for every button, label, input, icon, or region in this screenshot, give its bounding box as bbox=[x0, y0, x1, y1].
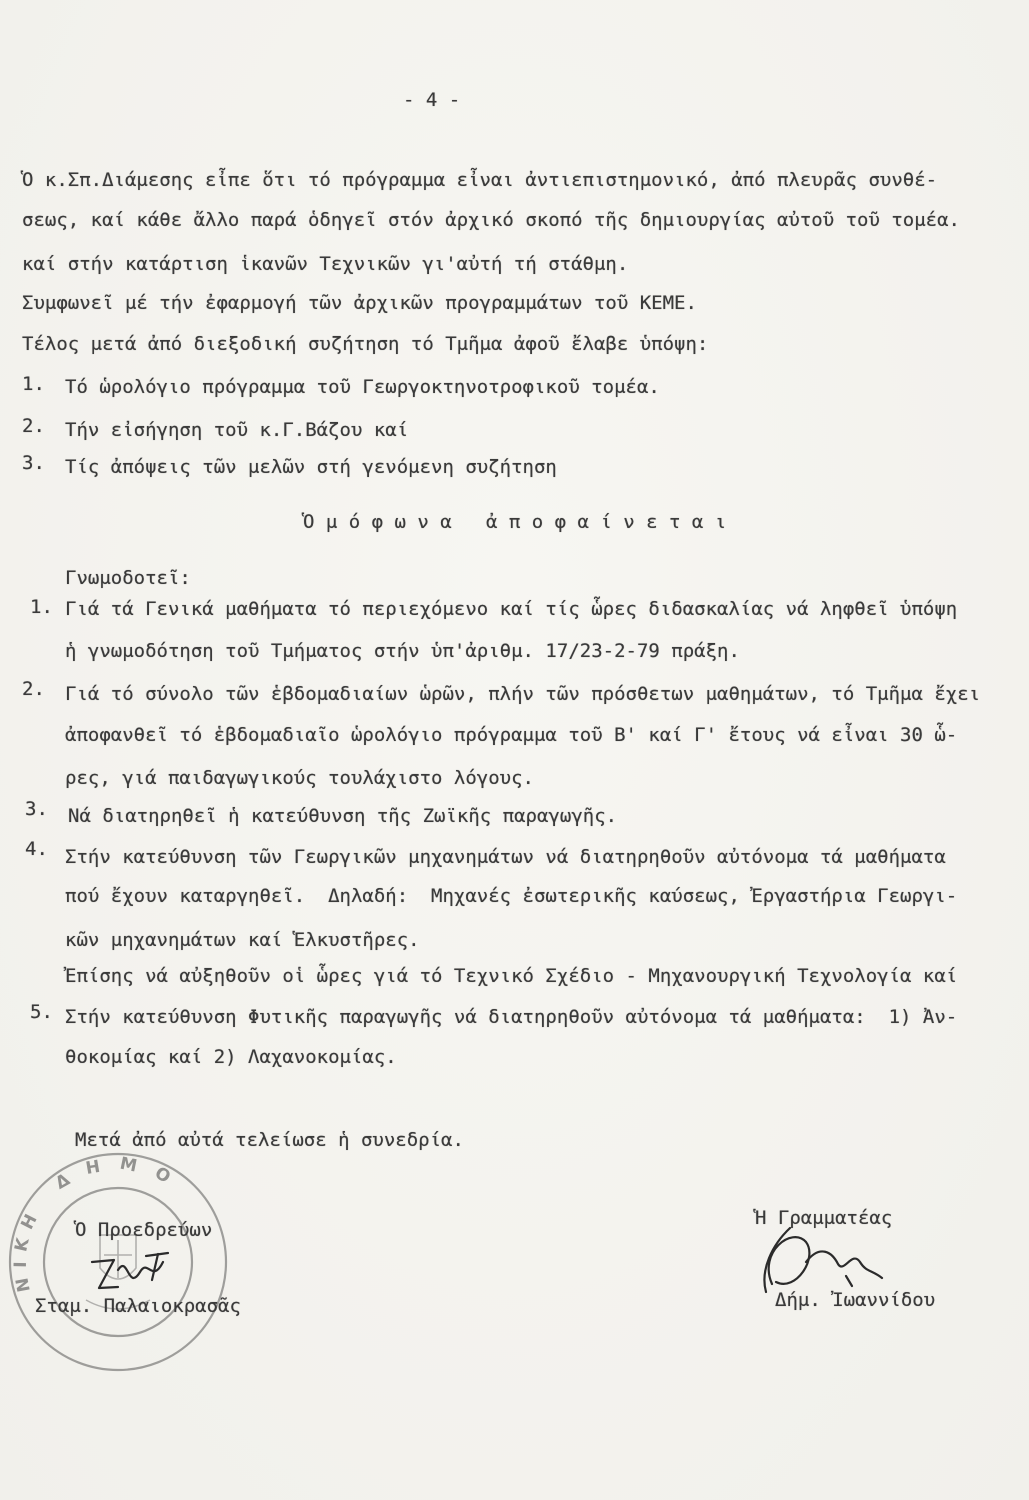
intro-line: Συμφωνεῖ μέ τήν ἐφαρμογή τῶν ἀρχικῶν προγραμμάτων τοῦ ΚΕΜΕ. bbox=[22, 292, 697, 314]
intro-line: σεως, καί κάθε ἄλλο παρά ὁδηγεῖ στόν ἀρχικό σκοπό τῆς δημιουργίας αὐτοῦ τοῦ τομέα. bbox=[22, 209, 960, 231]
opinion-line: ἡ γνωμοδότηση τοῦ Τμήματος στήν ὑπ'ἀριθμ. 17/23-2-79 πράξη. bbox=[65, 640, 740, 662]
seal-top-lettering bbox=[52, 1154, 189, 1198]
opinion-line: θοκομίας καί 2) Λαχανοκομίας. bbox=[65, 1046, 397, 1068]
consideration-number: 3. bbox=[22, 452, 45, 474]
opinion-number: 5. bbox=[30, 1001, 53, 1023]
official-seal bbox=[10, 1154, 226, 1370]
resolution-heading: Ὁ μ ό φ ω ν α ἀ π ο φ α ί ν ε τ α ι bbox=[303, 511, 727, 533]
consideration-text: Τό ὡρολόγιο πρόγραμμα τοῦ Γεωργοκτηνοτροφικοῦ τομέα. bbox=[65, 376, 660, 398]
opinion-label: Γνωμοδοτεῖ: bbox=[65, 567, 191, 589]
opinion-line: κῶν μηχανημάτων καί Ἑλκυστῆρες. bbox=[65, 929, 420, 951]
opinion-line: Νά διατηρηθεῖ ἡ κατεύθυνση τῆς Ζωϊκῆς παραγωγῆς. bbox=[68, 805, 618, 827]
secretary-signature bbox=[764, 1228, 882, 1292]
page-number: - 4 - bbox=[403, 89, 461, 111]
intro-line: Τέλος μετά ἀπό διεξοδική συζήτηση τό Τμῆμα ἀφοῦ ἔλαβε ὑπόψη: bbox=[22, 333, 709, 355]
opinion-line: ρες, γιά παιδαγωγικούς τουλάχιστο λόγους. bbox=[65, 767, 534, 789]
seal-left-arc-text: ΝΙΚΗ bbox=[10, 1203, 46, 1294]
opinion-line: ἀποφανθεῖ τό ἑβδομαδιαῖο ὡρολόγιο πρόγραμμα τοῦ Β' καί Γ' ἔτους νά εἶναι 30 ὧ- bbox=[65, 724, 958, 746]
opinion-line: Στήν κατεύθυνση τῶν Γεωργικῶν μηχανημάτων νά διατηρηθοῦν αὐτόνομα τά μαθήματα bbox=[65, 846, 946, 868]
consideration-number: 2. bbox=[22, 415, 45, 437]
opinion-number: 2. bbox=[22, 678, 45, 700]
opinion-line: πού ἔχουν καταργηθεῖ. Δηλαδή: Μηχανές ἐσωτερικῆς καύσεως, Ἐργαστήρια Γεωργι- bbox=[65, 885, 958, 907]
consideration-text: Τήν εἰσήγηση τοῦ κ.Γ.Βάζου καί bbox=[65, 419, 409, 441]
seal-left-lettering bbox=[11, 1203, 46, 1294]
closing-line: Μετά ἀπό αὐτά τελείωσε ἡ συνεδρία. bbox=[75, 1129, 464, 1151]
consideration-text: Τίς ἀπόψεις τῶν μελῶν στή γενόμενη συζήτηση bbox=[65, 456, 557, 478]
secretary-role: Ἡ Γραμματέας bbox=[755, 1207, 893, 1229]
opinion-number: 4. bbox=[25, 838, 48, 860]
seal-outer-ring bbox=[10, 1154, 226, 1370]
secretary-name: Δήμ. Ἰωαννίδου bbox=[775, 1289, 936, 1311]
opinion-number: 1. bbox=[30, 596, 53, 618]
chair-role: Ὁ Προεδρεύων bbox=[75, 1219, 213, 1241]
opinion-line: Γιά τό σύνολο τῶν ἑβδομαδιαίων ὡρῶν, πλήν τῶν πρόσθετων μαθημάτων, τό Τμῆμα ἔχει bbox=[65, 683, 981, 705]
intro-line: Ὁ κ.Σπ.Διάμεσης εἶπε ὅτι τό πρόγραμμα εἶναι ἀντιεπιστημονικό, ἀπό πλευρᾶς συνθέ- bbox=[22, 169, 938, 191]
opinion-line: Γιά τά Γενικά μαθήματα τό περιεχόμενο καί τίς ὧρες διδασκαλίας νά ληφθεῖ ὑπόψη bbox=[65, 598, 958, 620]
opinion-number: 3. bbox=[25, 798, 48, 820]
consideration-number: 1. bbox=[22, 373, 45, 395]
opinion-line: Ἐπίσης νά αὐξηθοῦν οἱ ὧρες γιά τό Τεχνικό Σχέδιο - Μηχανουργική Τεχνολογία καί bbox=[65, 965, 958, 987]
opinion-line: Στήν κατεύθυνση Φυτικῆς παραγωγῆς νά διατηρηθοῦν αὐτόνομα τά μαθήματα: 1) Ἀν- bbox=[65, 1006, 958, 1028]
chair-name: Σταμ. Παλαιοκρασᾶς bbox=[35, 1295, 241, 1317]
chair-signature bbox=[92, 1253, 168, 1288]
seal-top-arc-text: ΔΗΜΟ bbox=[52, 1153, 190, 1198]
intro-line: καί στήν κατάρτιση ἱκανῶν Τεχνικῶν γι'αὐτή τή στάθμη. bbox=[22, 253, 629, 275]
